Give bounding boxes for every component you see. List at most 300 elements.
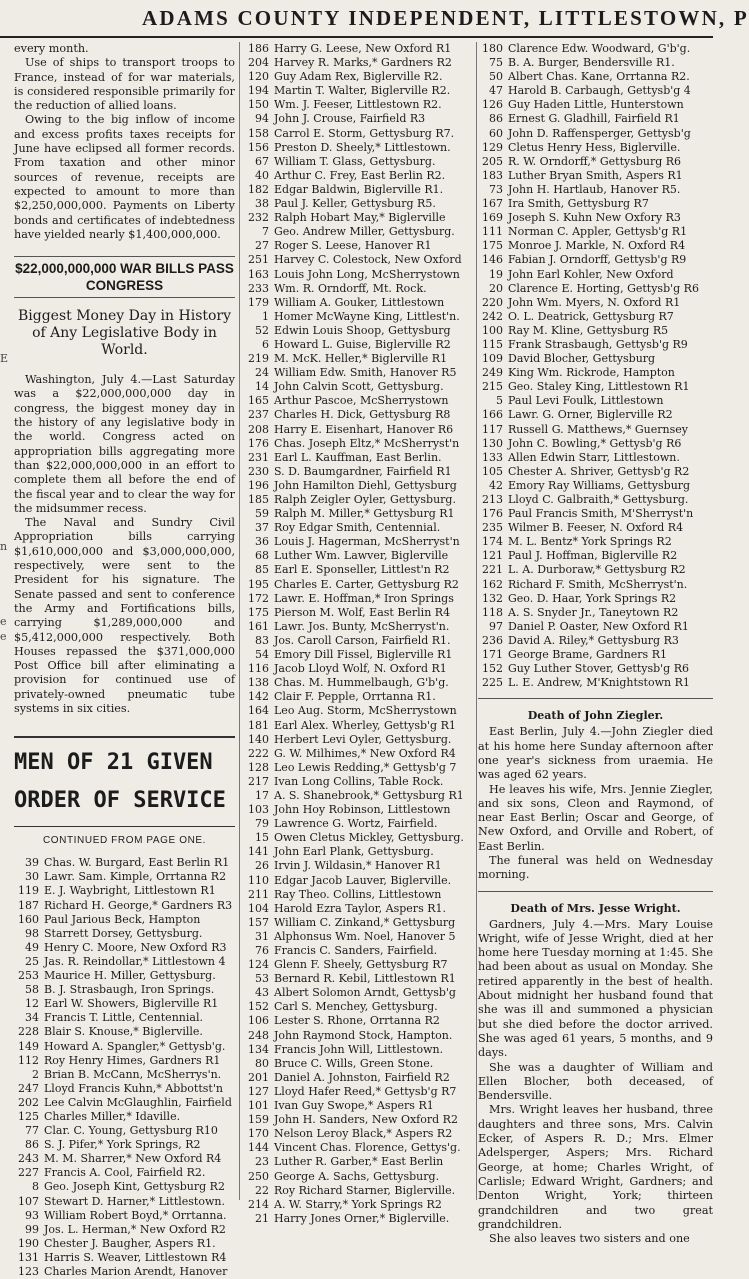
order-number: 43 — [255, 986, 269, 1000]
list-item — [478, 324, 713, 338]
order-number: 85 — [255, 563, 269, 577]
order-number: 149 — [18, 1039, 39, 1053]
registrant: L. E. Andrew, M'Knightstown R1 — [508, 676, 690, 690]
registrant: Geo. D. Haar, York Springs R2 — [508, 591, 677, 605]
registrant: B. J. Strasbaugh, Iron Springs. — [44, 983, 215, 997]
registrant: Wilmer B. Feeser, N. Oxford R4 — [508, 521, 684, 535]
registrant: Lloyd C. Galbraith,* Gettysburg. — [508, 493, 689, 506]
registrant: Jos. Caroll Carson, Fairfield R1. — [274, 633, 451, 647]
headline-men-of-21 — [14, 736, 235, 827]
list-item — [244, 1099, 477, 1113]
registrant: William A. Gouker, Littlestown — [274, 295, 445, 309]
paragraph: Use of ships to transport troops to France, instead of for war materials, is considered responsible primarily for the reduction of allied loans. — [14, 56, 235, 113]
list-item — [14, 927, 235, 941]
order-number: 128 — [248, 760, 269, 774]
order-number: 77 — [25, 1124, 39, 1138]
order-number: 36 — [255, 535, 269, 549]
order-number: 231 — [248, 450, 269, 464]
subhead-money-day: Biggest Money Day in History of Any Legislative Body in World. — [17, 308, 232, 359]
edge-mark: E — [0, 352, 9, 365]
registrant: Paul J. Keller, Gettysburg R5. — [274, 197, 436, 211]
list-item — [478, 239, 713, 253]
order-number: 227 — [18, 1166, 39, 1180]
column-rule — [239, 42, 240, 1200]
order-number: 22 — [255, 1183, 269, 1197]
order-number: 159 — [248, 1113, 269, 1127]
registrant: Earl W. Showers, Biglerville R1 — [44, 997, 219, 1011]
list-item — [478, 662, 713, 676]
list-item — [478, 253, 713, 267]
list-item — [244, 916, 477, 930]
order-number: 6 — [262, 337, 269, 351]
registrant: Bruce C. Wills, Green Stone. — [274, 1056, 434, 1070]
order-number: 167 — [482, 197, 503, 211]
list-item — [478, 338, 713, 352]
order-number: 118 — [482, 605, 503, 619]
order-number: 249 — [482, 366, 503, 380]
order-number: 126 — [482, 98, 503, 112]
headline-line: ORDER OF SERVICE — [14, 788, 226, 814]
list-item — [478, 634, 713, 648]
list-item — [244, 789, 477, 803]
registrant: Richard F. Smith, McSherryst'n. — [508, 577, 688, 591]
registrant: Irvin J. Wildasin,* Hanover R1 — [274, 859, 442, 873]
registrant: M. L. Bentz* York Springs R2 — [508, 535, 672, 549]
registrant: Roy Henry Himes, Gardners R1 — [44, 1053, 221, 1067]
list-item — [244, 451, 477, 465]
order-number: 130 — [482, 436, 503, 450]
order-number: 5 — [496, 394, 503, 408]
order-number: 106 — [248, 1014, 269, 1028]
list-item — [478, 563, 713, 577]
registrant: Edwin Louis Shoop, Gettysburg — [274, 323, 451, 337]
list-item — [14, 1096, 235, 1110]
list-item — [244, 648, 477, 662]
registrant: Stewart D. Harner,* Littlestown. — [44, 1194, 225, 1208]
column-3 — [478, 42, 713, 1246]
list-item — [244, 972, 477, 986]
order-number: 179 — [248, 295, 269, 309]
registrant: Ivan Guy Swope,* Aspers R1 — [274, 1099, 434, 1113]
registrant: Ralph Hobart May,* Biglerville — [274, 211, 446, 225]
list-item — [244, 338, 477, 352]
list-item — [244, 874, 477, 888]
list-item — [244, 423, 477, 437]
registrant: Richard H. George,* Gardners R3 — [44, 898, 233, 912]
order-number: 222 — [248, 746, 269, 760]
list-item — [244, 1184, 477, 1198]
registrant: John H. Hartlaub, Hanover R5. — [508, 182, 681, 196]
order-number: 127 — [248, 1084, 269, 1098]
registrant: John C. Bowling,* Gettysb'g R6 — [508, 436, 682, 450]
registrant: Roger S. Leese, Hanover R1 — [274, 239, 432, 253]
registrant: Earl L. Kauffman, East Berlin. — [274, 450, 442, 464]
order-number: 134 — [248, 1042, 269, 1056]
order-number: 150 — [248, 98, 269, 112]
registrant: Vincent Chas. Florence, Gettys'g. — [274, 1141, 461, 1155]
list-item — [478, 127, 713, 141]
registrant: Roy Edgar Smith, Centennial. — [274, 521, 441, 535]
list-item — [478, 676, 713, 690]
list-item — [244, 98, 477, 112]
list-item — [478, 549, 713, 563]
paragraph: East Berlin, July 4.—John Ziegler died at his home here Sunday afternoon after one year's sickness from uraemia. He was aged 62 years. — [478, 725, 713, 782]
list-item — [244, 578, 477, 592]
registrant: John Wm. Myers, N. Oxford R1 — [508, 295, 681, 309]
list-item — [244, 634, 477, 648]
registrant: Paul Francis Smith, M'Sherryst'n — [508, 507, 694, 521]
list-item — [14, 1054, 235, 1068]
order-number: 144 — [248, 1141, 269, 1155]
registrant: Francis A. Cool, Fairfield R2. — [44, 1166, 206, 1180]
list-item — [244, 56, 477, 70]
list-item — [478, 535, 713, 549]
order-number: 94 — [255, 112, 269, 126]
list-item — [244, 197, 477, 211]
list-item — [244, 831, 477, 845]
order-number: 204 — [248, 56, 269, 70]
paragraph: The funeral was held on Wednesday morning. — [478, 853, 713, 882]
registrant: Homer McWayne King, Littlest'n. — [274, 309, 460, 323]
list-item — [244, 986, 477, 1000]
order-number: 115 — [482, 337, 503, 351]
registrant: Lloyd Francis Kuhn,* Abbottst'n — [44, 1081, 223, 1095]
list-item — [244, 1014, 477, 1028]
registrant: Maurice H. Miller, Gettysburg. — [44, 969, 216, 983]
order-number: 58 — [25, 983, 39, 997]
list-item — [478, 310, 713, 324]
order-number: 104 — [248, 901, 269, 915]
registrant: Guy Adam Rex, Biglerville R2. — [274, 70, 443, 84]
registrant: George Brame, Gardners R1 — [508, 648, 667, 662]
registrant: Chester J. Baugher, Aspers R1. — [44, 1236, 216, 1250]
list-item — [244, 1155, 477, 1169]
registrant: Monroe J. Markle, N. Oxford R4 — [508, 239, 686, 253]
registrant: Lawr. G. Orner, Biglerville R2 — [508, 408, 673, 422]
order-number: 141 — [248, 845, 269, 859]
headline-death-wright: Death of Mrs. Jesse Wright. — [478, 891, 713, 915]
list-item — [478, 296, 713, 310]
registrant: Fabian J. Orndorff, Gettysb'g R9 — [508, 253, 687, 267]
list-item — [478, 423, 713, 437]
list-item — [244, 902, 477, 916]
list-item — [244, 211, 477, 225]
list-item — [244, 676, 477, 690]
order-number: 152 — [482, 662, 503, 676]
list-item — [244, 592, 477, 606]
list-item — [14, 1068, 235, 1082]
registrant: Edgar Jacob Lauver, Biglerville. — [274, 873, 452, 887]
order-number: 235 — [482, 521, 503, 535]
registrant: A. W. Starry,* York Springs R2 — [274, 1197, 442, 1211]
registrant: M. McK. Heller,* Biglerville R1 — [274, 352, 448, 366]
registrant: John Raymond Stock, Hampton. — [274, 1028, 453, 1042]
list-item — [478, 578, 713, 592]
registrant: Emory Dill Fissel, Biglerville R1 — [274, 648, 453, 662]
list-item — [14, 1180, 235, 1194]
registrant: Harold B. Carbaugh, Gettysb'g 4 — [508, 84, 691, 98]
order-number: 80 — [255, 1056, 269, 1070]
list-item — [478, 84, 713, 98]
list-item — [244, 704, 477, 718]
registrant: Luther Bryan Smith, Aspers R1 — [508, 168, 683, 182]
list-item — [244, 155, 477, 169]
list-item — [478, 282, 713, 296]
order-number: 31 — [255, 929, 269, 943]
list-item — [244, 84, 477, 98]
registrant: L. A. Durboraw,* Gettysburg R2 — [508, 563, 686, 577]
order-number: 50 — [489, 70, 503, 84]
registrant: John Calvin Scott, Gettysburg. — [274, 380, 444, 394]
order-number: 175 — [248, 605, 269, 619]
list-item — [244, 127, 477, 141]
order-number: 172 — [248, 591, 269, 605]
list-item — [478, 70, 713, 84]
registrant: George A. Sachs, Gettysburg. — [274, 1169, 440, 1183]
registrant: Arthur Pascoe, McSherrystown — [274, 394, 449, 408]
list-item — [478, 521, 713, 535]
order-number: 163 — [248, 267, 269, 281]
registrant: Howard A. Spangler,* Gettysb'g. — [44, 1039, 226, 1053]
registrant: Luther Wm. Lawver, Biglerville — [274, 549, 449, 563]
order-number: 42 — [489, 478, 503, 492]
list-item — [14, 913, 235, 927]
order-number: 243 — [18, 1152, 39, 1166]
list-item — [14, 1251, 235, 1265]
registrant: Paul Levi Foulk, Littlestown — [508, 394, 664, 408]
list-item — [478, 98, 713, 112]
order-number: 53 — [255, 972, 269, 986]
registrant: Geo. Joseph Kint, Gettysburg R2 — [44, 1180, 225, 1194]
order-number: 123 — [18, 1265, 39, 1278]
registrant: Albert Chas. Kane, Orrtanna R2. — [508, 70, 690, 84]
list-item — [244, 1029, 477, 1043]
paragraph: Gardners, July 4.—Mrs. Mary Louise Wright, wife of Jesse Wright, died at her home here Tuesday morning at 1:45. She had been about as usual on Monday. She retired apparently in the best of health. About midnight her husband found that she was ill and summoned a physician but she died before the doctor arrived. She was aged 61 years, 5 months, and 9 days. — [478, 917, 713, 1060]
registrant: Lawr. Sam. Kimple, Orrtanna R2 — [44, 870, 227, 884]
paragraph: Owing to the big inflow of income and excess profits taxes receipts for June have eclipsed all former records. From taxation and other minor sources of revenue, receipts are expected to amount to more than $2,250,000,000. Payments on Liberty bonds and certificates of indebtedness have yielded nearly $1,400,000,000. — [14, 113, 235, 241]
list-item — [14, 997, 235, 1011]
order-number: 75 — [489, 56, 503, 70]
registrant: Jacob Lloyd Wolf, N. Oxford R1 — [274, 662, 447, 676]
list-item — [478, 380, 713, 394]
order-number: 2 — [32, 1067, 39, 1081]
registrant: Arthur C. Frey, East Berlin R2. — [274, 168, 446, 182]
registrant: Harvey C. Colestock, New Oxford — [274, 253, 462, 267]
registrant: Earl E. Sponseller, Littlest'n R2 — [274, 563, 450, 577]
list-item — [478, 268, 713, 282]
registrant: Ernest G. Gladhill, Fairfield R1 — [508, 112, 680, 126]
order-number: 140 — [248, 732, 269, 746]
order-number: 125 — [18, 1109, 39, 1123]
registrant: S. J. Pifer,* York Springs, R2 — [44, 1138, 201, 1152]
order-number: 24 — [255, 366, 269, 380]
list-item — [244, 521, 477, 535]
registrant: Charles Marion Arendt, Hanover — [44, 1265, 228, 1278]
order-number: 117 — [482, 422, 503, 436]
order-number: 142 — [248, 690, 269, 704]
list-item — [244, 366, 477, 380]
order-number: 180 — [482, 42, 503, 55]
registrant: Chas. Joseph Eltz,* McSherryst'n — [274, 436, 460, 450]
order-number: 34 — [25, 1011, 39, 1025]
registrant: R. W. Orndorff,* Gettysburg R6 — [508, 154, 682, 168]
list-item — [14, 1152, 235, 1166]
list-item — [478, 507, 713, 521]
order-number: 14 — [255, 380, 269, 394]
order-number: 25 — [25, 954, 39, 968]
registrant: Harvey R. Marks,* Gardners R2 — [274, 56, 452, 70]
order-number: 233 — [248, 281, 269, 295]
registrant: John H. Sanders, New Oxford R2 — [274, 1113, 458, 1127]
registrant: Preston D. Sheely,* Littlestown. — [274, 140, 451, 154]
list-item — [244, 845, 477, 859]
registrant: Carl S. Menchey, Gettysburg. — [274, 1000, 438, 1014]
order-number: 170 — [248, 1127, 269, 1141]
list-item — [244, 1198, 477, 1212]
list-item — [244, 817, 477, 831]
list-item — [244, 1043, 477, 1057]
order-number: 205 — [482, 154, 503, 168]
order-number: 174 — [482, 535, 503, 549]
order-number: 181 — [248, 718, 269, 732]
order-number: 20 — [489, 281, 503, 295]
list-item — [244, 761, 477, 775]
registrant: Nelson Leroy Black,* Aspers R2 — [274, 1127, 453, 1141]
registrant: Paul J. Hoffman, Biglerville R2 — [508, 549, 678, 563]
list-item — [244, 268, 477, 282]
list-item — [244, 719, 477, 733]
order-number: 138 — [248, 676, 269, 690]
order-number: 242 — [482, 309, 503, 323]
order-number: 76 — [255, 944, 269, 957]
order-number: 219 — [248, 352, 269, 366]
list-item — [244, 1141, 477, 1155]
continued-note: CONTINUED FROM PAGE ONE. — [42, 835, 207, 847]
order-number: 146 — [482, 253, 503, 267]
registrant: Ray Theo. Collins, Littlestown — [274, 887, 442, 901]
registrant: Carrol E. Storm, Gettysburg R7. — [274, 126, 455, 140]
registrant: Clair F. Pepple, Orrtanna R1. — [274, 690, 436, 704]
registrant: Brian B. McCann, McSherrys'n. — [44, 1067, 222, 1081]
list-item — [478, 211, 713, 225]
registrant: Lawr. Jos. Bunty, McSherryst'n. — [274, 619, 450, 633]
registrant: Louis J. Hagerman, McSherryst'n — [274, 535, 460, 549]
registrant: David A. Riley,* Gettysburg R3 — [508, 633, 679, 647]
list-item — [478, 141, 713, 155]
order-number: 195 — [248, 577, 269, 591]
order-number: 160 — [18, 912, 39, 926]
registrant: Allen Edwin Starr, Littlestown. — [508, 450, 680, 464]
order-number: 250 — [248, 1169, 269, 1183]
paragraph: every month. — [14, 42, 89, 55]
order-number: 211 — [248, 887, 269, 901]
order-number: 187 — [18, 898, 39, 912]
list-item — [14, 1237, 235, 1251]
order-number: 49 — [25, 940, 39, 954]
order-number: 164 — [248, 704, 269, 718]
registrant: Daniel A. Johnston, Fairfield R2 — [274, 1070, 450, 1084]
order-number: 68 — [255, 549, 269, 563]
registrant: Francis C. Sanders, Fairfield. — [274, 944, 438, 957]
paragraph: She was a daughter of William and Ellen Blocher, both deceased, of Bendersville. — [478, 1060, 713, 1103]
order-number: 182 — [248, 182, 269, 196]
order-number: 116 — [248, 662, 269, 676]
list-item — [244, 563, 477, 577]
list-item — [244, 944, 477, 958]
order-number: 12 — [25, 997, 39, 1011]
list-item — [14, 983, 235, 997]
order-number: 248 — [248, 1028, 269, 1042]
order-number: 196 — [248, 478, 269, 492]
registrant: Clar. C. Young, Gettysburg R10 — [44, 1124, 218, 1138]
order-number: 157 — [248, 915, 269, 929]
order-number: 101 — [248, 1099, 269, 1113]
list-item — [244, 1057, 477, 1071]
order-number: 251 — [248, 253, 269, 267]
list-item — [14, 884, 235, 898]
registrant: A. S. Shanebrook,* Gettysburg R1 — [274, 788, 464, 802]
order-number: 23 — [255, 1155, 269, 1169]
registrant: Wm. J. Feeser, Littlestown R2. — [274, 98, 442, 112]
order-number: 165 — [248, 394, 269, 408]
list-item — [244, 282, 477, 296]
order-number: 208 — [248, 422, 269, 436]
registrant: Bernard R. Kebil, Littlestown R1 — [274, 972, 456, 986]
list-item — [244, 324, 477, 338]
order-number: 60 — [489, 126, 503, 140]
paragraph: The Naval and Sundry Civil Appropriation bills carrying $1,610,000,000 and $3,000,000,000, respectively, were sent to the President for his signature. The Senate passed and sent to conference the Army and Fortifications bills, carrying $1,289,000,000 and $5,412,000,000 respectively. Both Houses repassed the $371,000,000 Post Office bill after eliminating a provision for continued use of privately-owned pneumatic tube systems in six cities. — [14, 516, 235, 715]
list-item — [244, 1170, 477, 1184]
order-number: 112 — [18, 1053, 39, 1067]
order-list — [478, 42, 713, 690]
registrant: Martin T. Walter, Biglerville R2. — [274, 84, 451, 98]
list-item — [244, 169, 477, 183]
registrant: Lawr. E. Hoffman,* Iron Springs — [274, 591, 454, 605]
registrant: Guy Haden Little, Hunterstown — [508, 98, 684, 112]
order-number: 220 — [482, 295, 503, 309]
order-number: 215 — [482, 380, 503, 394]
list-item — [478, 648, 713, 662]
list-item — [478, 183, 713, 197]
list-item — [244, 888, 477, 902]
order-number: 232 — [248, 211, 269, 225]
list-item — [244, 310, 477, 324]
list-item — [244, 775, 477, 789]
registrant: Alphonsus Wm. Noel, Hanover 5 — [274, 929, 456, 943]
registrant: Leo Lewis Redding,* Gettysb'g 7 — [274, 760, 457, 774]
registrant: Francis T. Little, Centennial. — [44, 1011, 203, 1025]
list-item — [14, 1011, 235, 1025]
registrant: Geo. Andrew Miller, Gettysburg. — [274, 225, 455, 239]
order-number: 194 — [248, 84, 269, 98]
order-number: 161 — [248, 619, 269, 633]
order-number: 40 — [255, 168, 269, 182]
registrant: Geo. Staley King, Littlestown R1 — [508, 380, 690, 394]
list-item — [244, 747, 477, 761]
order-list — [14, 856, 235, 1279]
order-number: 162 — [482, 577, 503, 591]
list-item — [244, 493, 477, 507]
list-item — [14, 1223, 235, 1237]
order-number: 120 — [248, 70, 269, 84]
order-number: 217 — [248, 774, 269, 788]
order-number: 129 — [482, 140, 503, 154]
order-number: 221 — [482, 563, 503, 577]
order-number: 30 — [25, 870, 39, 884]
order-number: 52 — [255, 323, 269, 337]
registrant: Lester S. Rhone, Orrtanna R2 — [274, 1014, 440, 1028]
list-item — [14, 1124, 235, 1138]
